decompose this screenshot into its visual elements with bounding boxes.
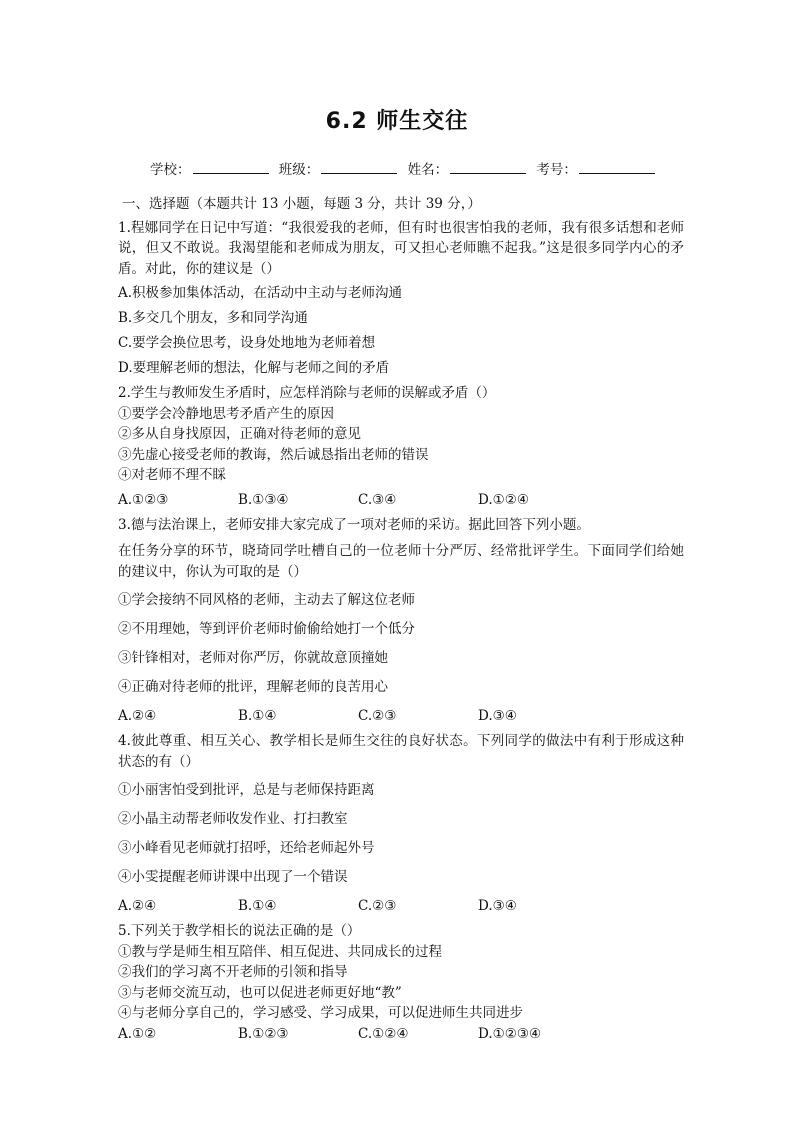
choice-b: B.①④ — [238, 898, 277, 914]
option-c: C.要学会换位思考，设身处地地为老师着想 — [118, 335, 376, 351]
statement-item: ②不用理她，等到评价老师时偷偷给她打一个低分 — [118, 621, 415, 637]
question-2 — [118, 383, 684, 515]
student-info-row — [150, 158, 661, 178]
statement-item: ①教与学是师生相互陪伴、相互促进、共同成长的过程 — [118, 943, 442, 960]
exam-number-label: 考号： — [536, 162, 577, 178]
question-5 — [118, 921, 684, 1044]
statement-item: ③针锋相对，老师对你严厉，你就故意顶撞她 — [118, 650, 388, 666]
section-header: 一、选择题（本题共计 13 小题，每题 3 分，共计 39 分，） — [122, 196, 481, 212]
question-1 — [118, 218, 684, 384]
statement-item: ④正确对待老师的批评，理解老师的良苦用心 — [118, 679, 388, 695]
school-field — [150, 158, 269, 178]
statement-item: ②多从自身找原因，正确对待老师的意见 — [118, 426, 361, 442]
statement-item: ④小雯提醒老师讲课中出现了一个错误 — [118, 869, 348, 885]
choice-c: C.②③ — [358, 708, 397, 724]
question-stem: 4.彼此尊重、相互关心、教学相长是师生交往的良好状态。下列同学的做法中有利于形成这种状态的有（） — [118, 733, 684, 770]
answer-choices — [118, 1024, 684, 1045]
choice-c: C.①②④ — [358, 1025, 409, 1042]
questions-body — [118, 194, 684, 1044]
class-blank[interactable] — [321, 161, 397, 174]
choice-c: C.③④ — [358, 491, 397, 508]
class-field — [279, 158, 398, 178]
choice-d: D.①②④ — [478, 491, 529, 508]
question-stem: 3.德与法治课上，老师安排大家完成了一项对老师的采访。据此回答下列小题。 — [118, 516, 590, 533]
school-label: 学校： — [150, 162, 191, 178]
answer-choices — [118, 892, 684, 921]
statement-item: ②小晶主动帮老师收发作业、打扫教室 — [118, 811, 348, 827]
question-stem: 2.学生与教师发生矛盾时，应怎样消除与老师的误解或矛盾（） — [118, 385, 496, 401]
exam-number-field — [536, 158, 655, 178]
question-stem: 5.下列关于教学相长的说法正确的是（） — [118, 923, 361, 939]
exam-number-blank[interactable] — [579, 161, 655, 174]
choice-a: A.②④ — [118, 898, 157, 914]
choice-a: A.①② — [118, 1025, 157, 1042]
statement-item: ①要学会冷静地思考矛盾产生的原因 — [118, 405, 334, 422]
statement-item: ①小丽害怕受到批评，总是与老师保持距离 — [118, 782, 375, 798]
choice-a: A.①②③ — [118, 491, 169, 508]
choice-b: B.①②③ — [238, 1025, 289, 1042]
statement-item: ③与老师交流互动，也可以促进老师更好地“教” — [118, 984, 402, 1001]
answer-choices — [118, 486, 684, 515]
choice-b: B.①④ — [238, 708, 277, 724]
option-d: D.要理解老师的想法，化解与老师之间的矛盾 — [118, 360, 390, 376]
choice-c: C.②③ — [358, 898, 397, 914]
choice-b: B.①③④ — [238, 491, 289, 508]
choice-a: A.②④ — [118, 708, 157, 724]
choice-d: D.①②③④ — [478, 1025, 542, 1042]
statement-item: ③小峰看见老师就打招呼，还给老师起外号 — [118, 840, 375, 856]
question-3 — [118, 515, 684, 732]
page-title: 6.2 师生交往 — [325, 109, 469, 134]
statement-item: ③先虚心接受老师的教诲，然后诚恳指出老师的错误 — [118, 446, 429, 463]
statement-item: ①学会接纳不同风格的老师，主动去了解这位老师 — [118, 592, 415, 608]
class-label: 班级： — [278, 162, 320, 178]
statement-item: ④对老师不理不睬 — [118, 467, 226, 483]
option-a: A.积极参加集体活动，在活动中主动与老师沟通 — [118, 285, 403, 301]
choice-d: D.③④ — [478, 898, 517, 914]
name-blank[interactable] — [450, 161, 526, 174]
choice-d: D.③④ — [478, 708, 517, 724]
name-label: 姓名： — [407, 162, 449, 178]
answer-choices — [118, 702, 684, 731]
option-b: B.多交几个朋友，多和同学沟通 — [118, 310, 308, 326]
school-blank[interactable] — [193, 161, 269, 174]
statement-item: ④与老师分享自己的，学习感受、学习成果，可以促进师生共同进步 — [118, 1005, 523, 1021]
question-stem: 1.程娜同学在日记中写道：“我很爱我的老师，但有时也很害怕我的老师，我有很多话想和老师说，但又不敢说。我渴望能和老师成为朋友，可又担心老师瞧不起我。”这是很多同学内心的矛盾。对此，你的建议是（） — [118, 219, 684, 277]
question-4 — [118, 731, 684, 921]
statement-item: ②我们的学习离不开老师的引领和指导 — [118, 964, 348, 980]
question-context: 在任务分享的环节，晓琦同学吐槽自己的一位老师十分严厉、经常批评学生。下面同学们给她的建议中，你认为可取的是（） — [118, 543, 684, 580]
name-field — [408, 158, 527, 178]
